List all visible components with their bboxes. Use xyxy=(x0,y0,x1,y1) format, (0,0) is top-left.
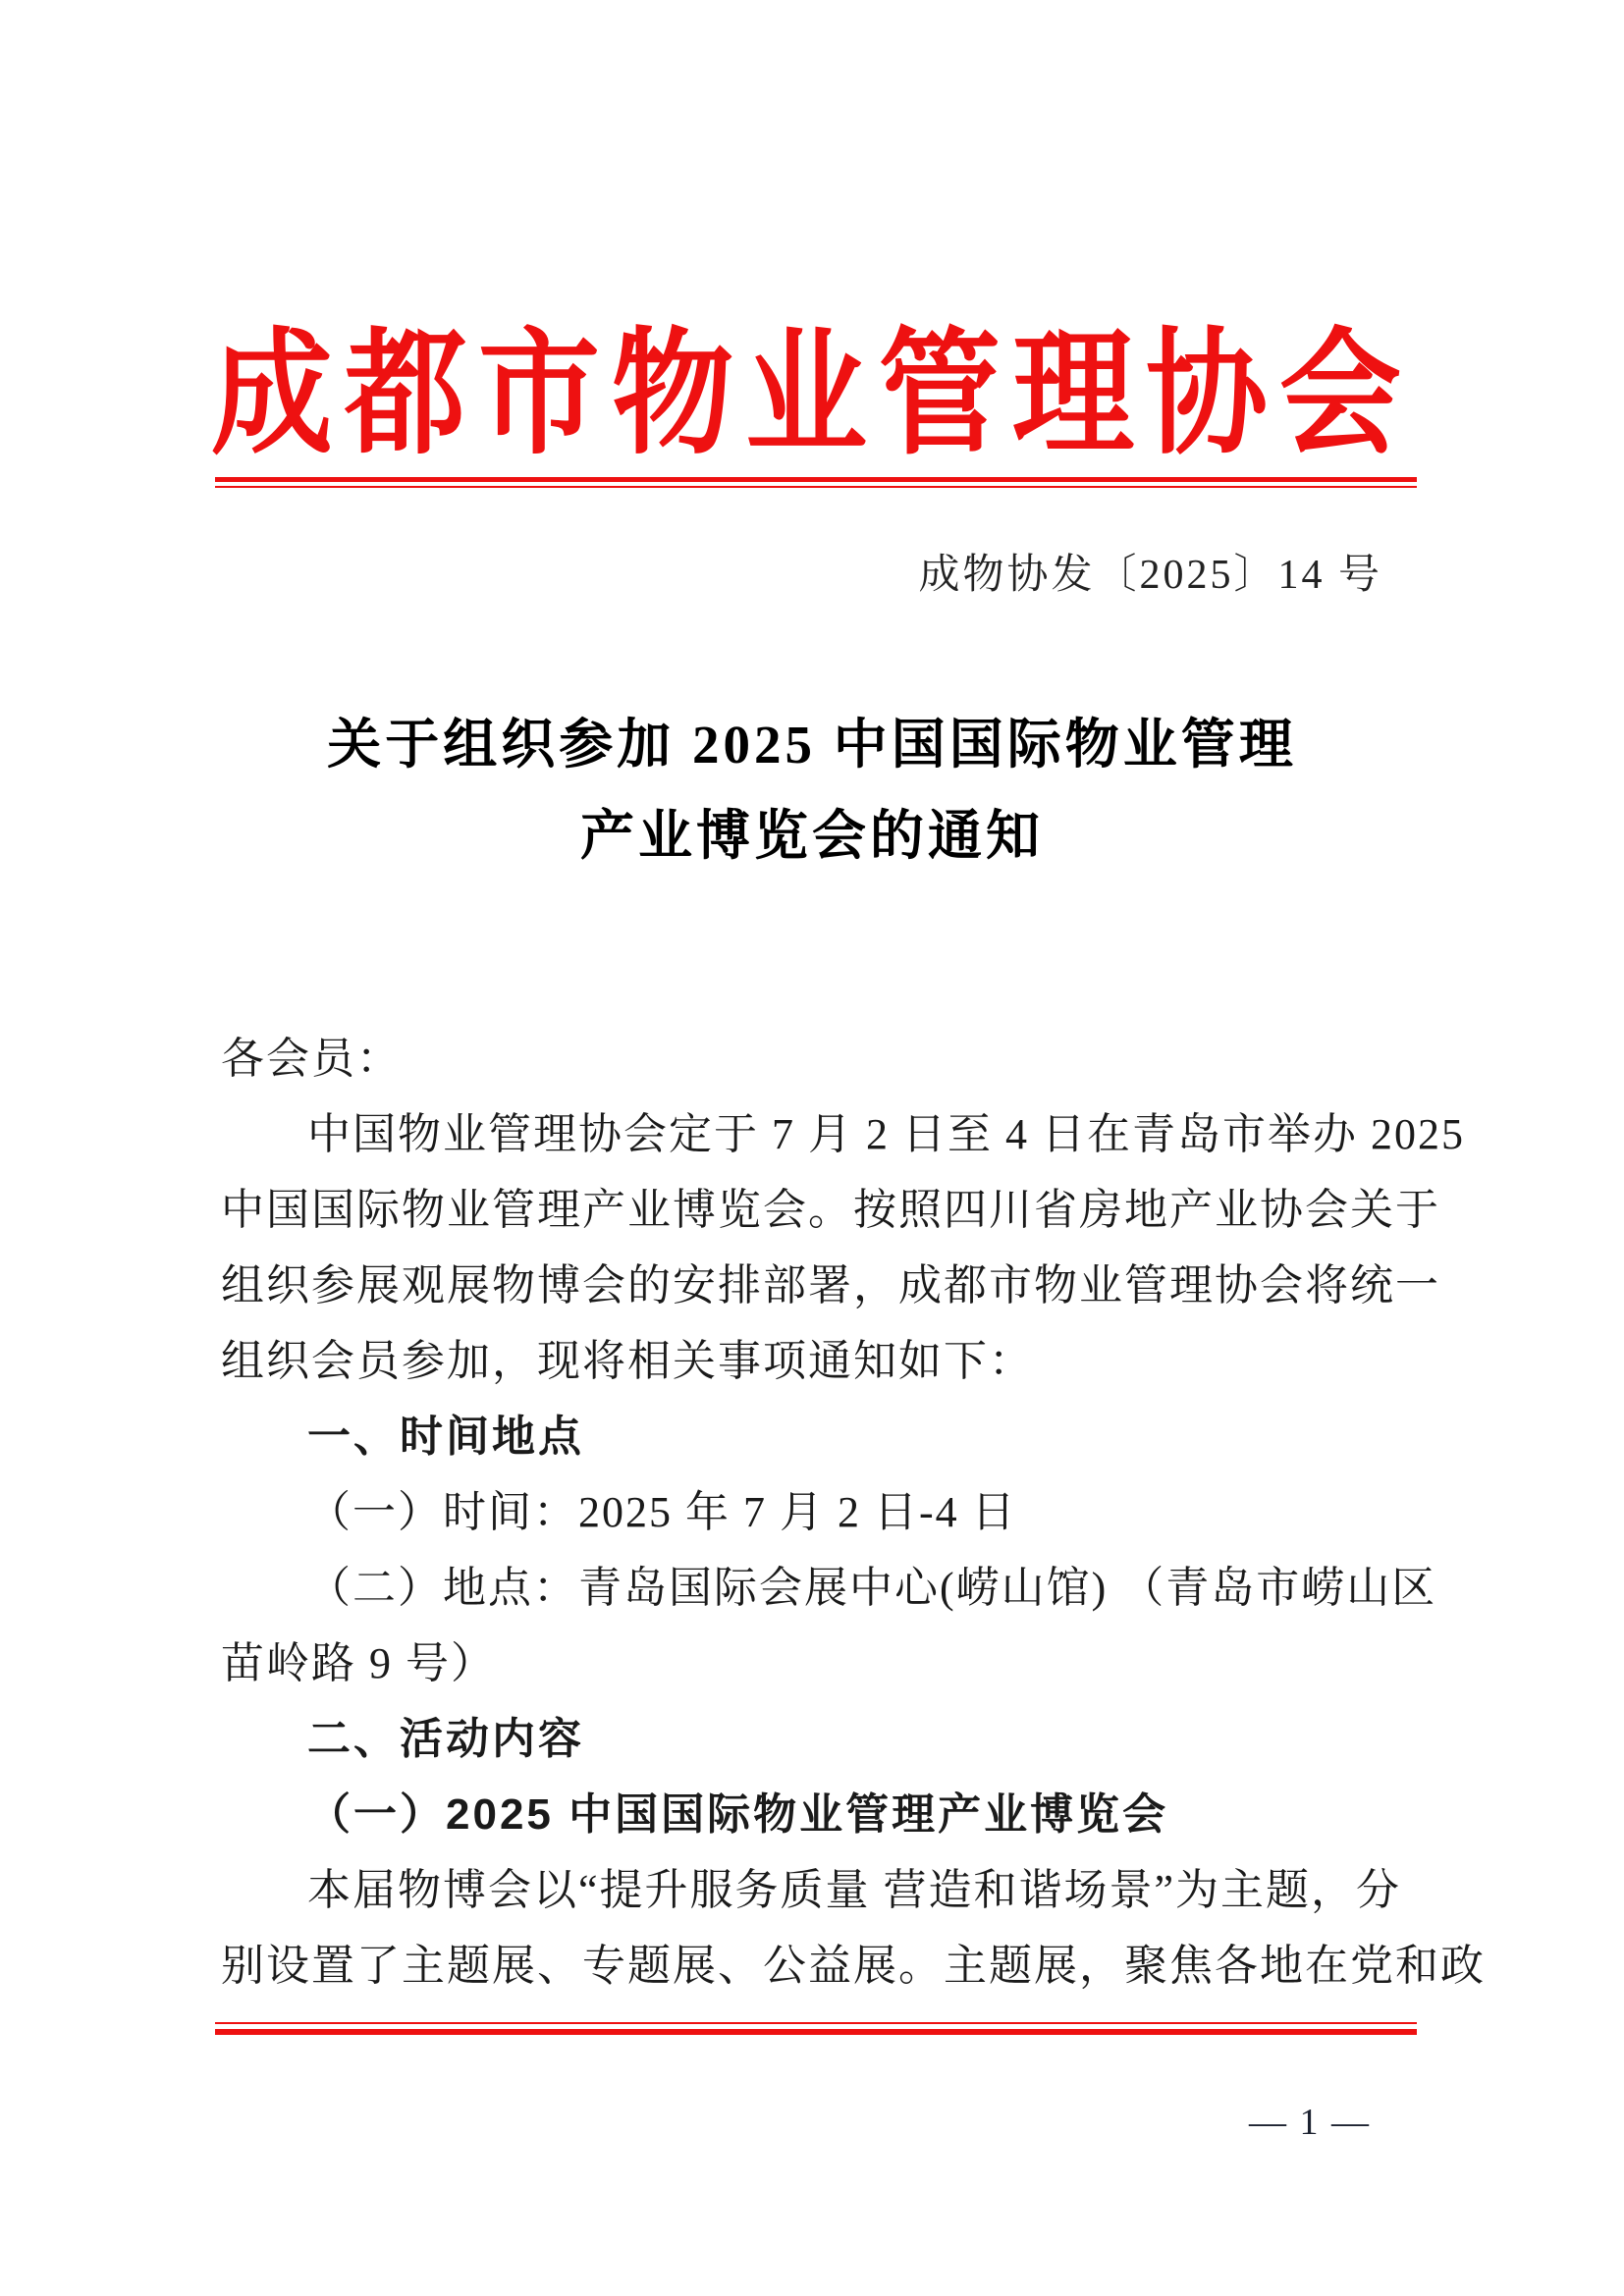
body-line: 本届物博会以“提升服务质量 营造和谐场景”为主题，分 xyxy=(307,1866,1402,1914)
section-heading-1: 一、时间地点 xyxy=(307,1413,584,1461)
body-line: 苗岭路 9 号） xyxy=(221,1639,496,1687)
header-rule-thick xyxy=(215,477,1417,482)
header-rule-thin xyxy=(215,486,1417,488)
notice-title-line2: 产业博览会的通知 xyxy=(579,806,1044,866)
body-line: 中国国际物业管理产业博览会。按照四川省房地产业协会关于 xyxy=(221,1186,1440,1234)
body-line: 中国物业管理协会定于 7 月 2 日至 4 日在青岛市举办 2025 xyxy=(307,1110,1465,1158)
body-line: 组织参展观展物博会的安排部署，成都市物业管理协会将统一 xyxy=(221,1261,1440,1309)
footer-rule-thin xyxy=(215,2022,1417,2024)
footer-rule-thick xyxy=(215,2029,1417,2035)
body-line: 别设置了主题展、专题展、公益展。主题展，聚焦各地在党和政 xyxy=(221,1942,1486,1990)
document-body xyxy=(221,1021,1486,2003)
page-number: — 1 — xyxy=(1249,2102,1371,2143)
notice-title xyxy=(0,699,1624,881)
notice-title-line1: 关于组织参加 2025 中国国际物业管理 xyxy=(327,715,1297,774)
section-heading-2: 二、活动内容 xyxy=(307,1715,584,1763)
org-title: 成都市物业管理协会 xyxy=(210,319,1413,471)
body-line: （一）时间：2025 年 7 月 2 日-4 日 xyxy=(307,1488,1017,1536)
subsection-heading: （一）2025 中国国际物业管理产业博览会 xyxy=(307,1790,1169,1839)
body-line: 组织会员参加，现将相关事项通知如下： xyxy=(221,1337,1034,1385)
body-line-salutation: 各会员： xyxy=(221,1035,402,1083)
document-number: 成物协发〔2025〕14 号 xyxy=(918,553,1382,598)
body-line: （二）地点：青岛国际会展中心(崂山馆) （青岛市崂山区 xyxy=(307,1564,1437,1612)
